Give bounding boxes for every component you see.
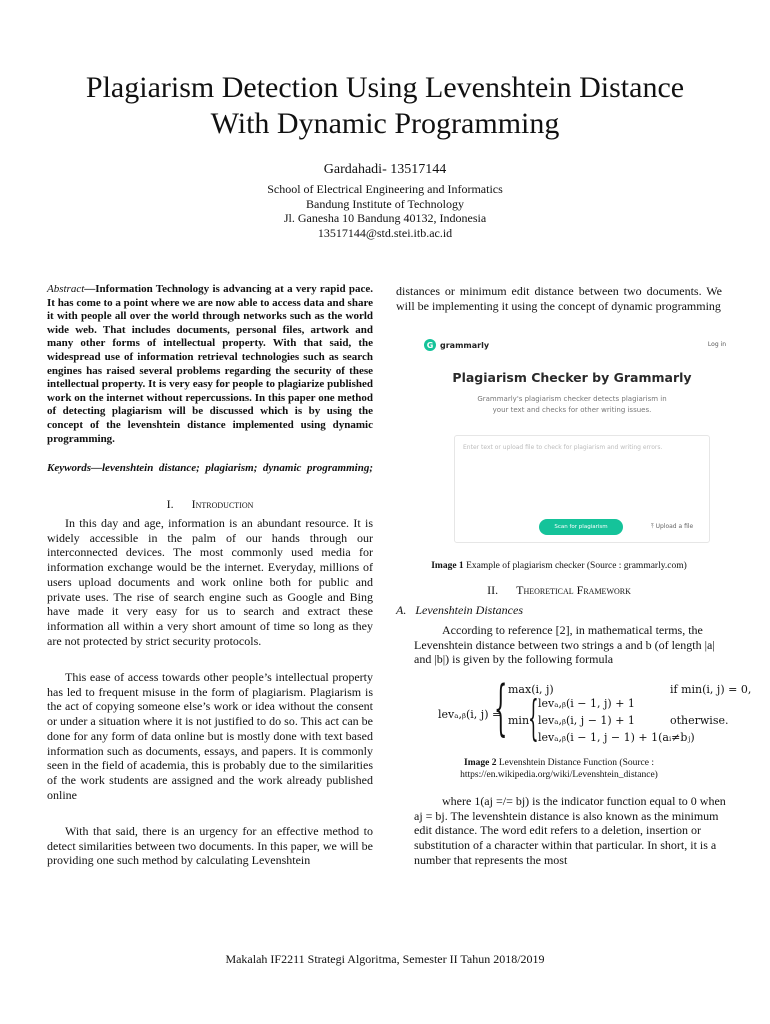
levenshtein-paragraph — [414, 794, 726, 868]
formula-inner-brace: { — [528, 690, 539, 746]
section-1-title: Introduction — [191, 497, 254, 511]
subsection-a-title: Levenshtein Distances — [415, 603, 523, 617]
grammarly-heading: Plagiarism Checker by Grammarly — [452, 370, 692, 385]
grammarly-screenshot — [412, 334, 732, 546]
grammarly-placeholder: Enter text or upload file to check for plagiarism and writing errors. — [463, 444, 663, 451]
intro-paragraph-3 — [47, 824, 373, 868]
subsection-a-number: A. — [396, 603, 407, 617]
formula-row-3: levₐ,ᵦ(i, j − 1) + 1 — [538, 714, 635, 727]
grammarly-scan-button: Scan for plagiarism — [539, 519, 623, 535]
formula-min: min — [508, 714, 530, 727]
affiliation — [0, 182, 770, 240]
section-2-title: Theoretical Framework — [516, 583, 631, 597]
intro-paragraph-2 — [47, 670, 373, 802]
upload-icon: ⤒ — [651, 523, 654, 530]
section-2-number: II. — [487, 583, 499, 597]
image-2-caption-source: https://en.wikipedia.org/wiki/Levenshtein_distance) — [460, 770, 658, 780]
grammarly-upload-label: Upload a file — [655, 523, 694, 530]
abstract-label: Abstract — [47, 283, 85, 295]
image-1-caption-text: Example of plagiarism checker (Source : grammarly.com) — [463, 561, 687, 571]
image-2-caption-text: Levenshtein Distance Function (Source : — [496, 758, 654, 768]
levenshtein-intro — [414, 623, 726, 667]
title-line-1: Plagiarism Detection Using Levenshtein Distance — [85, 71, 685, 104]
grammarly-text-area — [454, 435, 710, 543]
formula-row-condition-2: otherwise. — [670, 714, 729, 727]
author: Gardahadi- 13517144 — [323, 162, 447, 177]
page-footer: Makalah IF2211 Strategi Algoritma, Semester II Tahun 2018/2019 — [225, 952, 545, 966]
subsection-a-heading — [396, 603, 726, 618]
paper-title — [40, 70, 730, 142]
grammarly-login-link: Log in — [707, 341, 726, 348]
formula-row-1: max(i, j) — [508, 683, 554, 696]
grammarly-upload-link — [651, 523, 693, 531]
section-2-heading — [396, 583, 722, 598]
affiliation-institute: Bandung Institute of Technology — [306, 196, 464, 211]
levenshtein-paragraph-text: where 1(aj =/= bj) is the indicator function equal to 0 when aj = bj. The levenshtein distance is also known as the minimum edit distance. The word edit refers to a deletion, insertion or substitution of a character within that particular. In short, it is a number that represents the most — [414, 794, 726, 867]
intro-paragraph-1 — [47, 516, 373, 648]
affiliation-address: Jl. Ganesha 10 Bandung 40132, Indonesia — [283, 211, 487, 225]
affiliation-school: School of Electrical Engineering and Informatics — [267, 182, 503, 196]
grammarly-logo-icon: G — [424, 339, 436, 351]
image-2-label: Image 2 — [464, 758, 497, 768]
formula-row-1-condition: if min(i, j) = 0, — [670, 683, 752, 696]
intro-text-1: In this day and age, information is an abundant resource. It is widely accessible in the palm of our hands through our interconnected devices. The most commonly used media for information exchange would be the internet. Everyday, millions of users upload documents and work online both for public and private uses. The rise of search engine such as Google and Bing have made it very easy for us to search and extract these information all within a very short amount of time so long as they are not protected by strict security protocols. — [47, 516, 373, 648]
section-1-number: I. — [166, 497, 174, 511]
right-top-text: distances or minimum edit distance between two documents. We will be implementing it using the concept of dynamic programming — [396, 284, 722, 313]
grammarly-logo — [424, 339, 489, 351]
formula-outer-brace: { — [494, 673, 508, 743]
image-1-caption — [396, 560, 722, 572]
grammarly-subtitle: Grammarly's plagiarism checker detects plagiarism in your text and checks for other writing issues. — [477, 395, 667, 414]
formula-row-2: levₐ,ᵦ(i − 1, j) + 1 — [538, 697, 635, 710]
intro-text-3: With that said, there is an urgency for an effective method to detect similarities between two documents. In this paper, we will be providing one such method by calculating Levenshtein — [47, 824, 373, 868]
section-1-heading — [47, 497, 373, 512]
formula-lhs: levₐ,ᵦ(i, j) = — [438, 708, 502, 721]
affiliation-email: 13517144@std.stei.itb.ac.id — [317, 225, 453, 240]
formula-row-4: levₐ,ᵦ(i − 1, j − 1) + 1(aᵢ≠bⱼ) — [538, 731, 695, 744]
levenshtein-intro-text: According to reference [2], in mathematical terms, the Levenshtein distance between two strings a and b (of length |a| and |b|) is given by the following formula — [414, 623, 715, 667]
image-2-caption — [396, 757, 722, 781]
keywords: Keywords—levenshtein distance; plagiarism; dynamic programming; — [47, 462, 373, 474]
levenshtein-formula — [438, 673, 752, 750]
abstract-text: —Information Technology is advancing at a very rapid pace. It has come to a point where we are now able to access data and share it with people all over the world through networks such as the world wide web. That includes documents, personal files, artwork and many other forms of intellectual property. With that said, the widespread use of information retrieval technologies such as search engines has raised several problems regarding the security of these intellectual property. It is very easy for people to plagiarize published work on the internet without repercussions. In this paper one method of detecting plagiarism will be discussed which is by using the concept of the levenshtein distance implemented using dynamic programming. — [47, 283, 374, 445]
grammarly-logo-text: grammarly — [440, 340, 490, 350]
image-1-label: Image 1 — [431, 561, 464, 571]
abstract — [47, 283, 373, 446]
intro-text-2: This ease of access towards other people’s intellectual property has led to frequent misuse in the form of plagiarism. Plagiarism is the act of copying someone else’s work or idea without the consent or under a situation where it is not justified to do so. This act can be done for any form of data online but is mostly done with text based information such as documents, essays, and papers. It is commonly seen in the field of academia, this is probably due to the similarities of the work students are assigned and the work already published online — [47, 670, 373, 802]
title-line-2: With Dynamic Programming — [210, 107, 560, 140]
